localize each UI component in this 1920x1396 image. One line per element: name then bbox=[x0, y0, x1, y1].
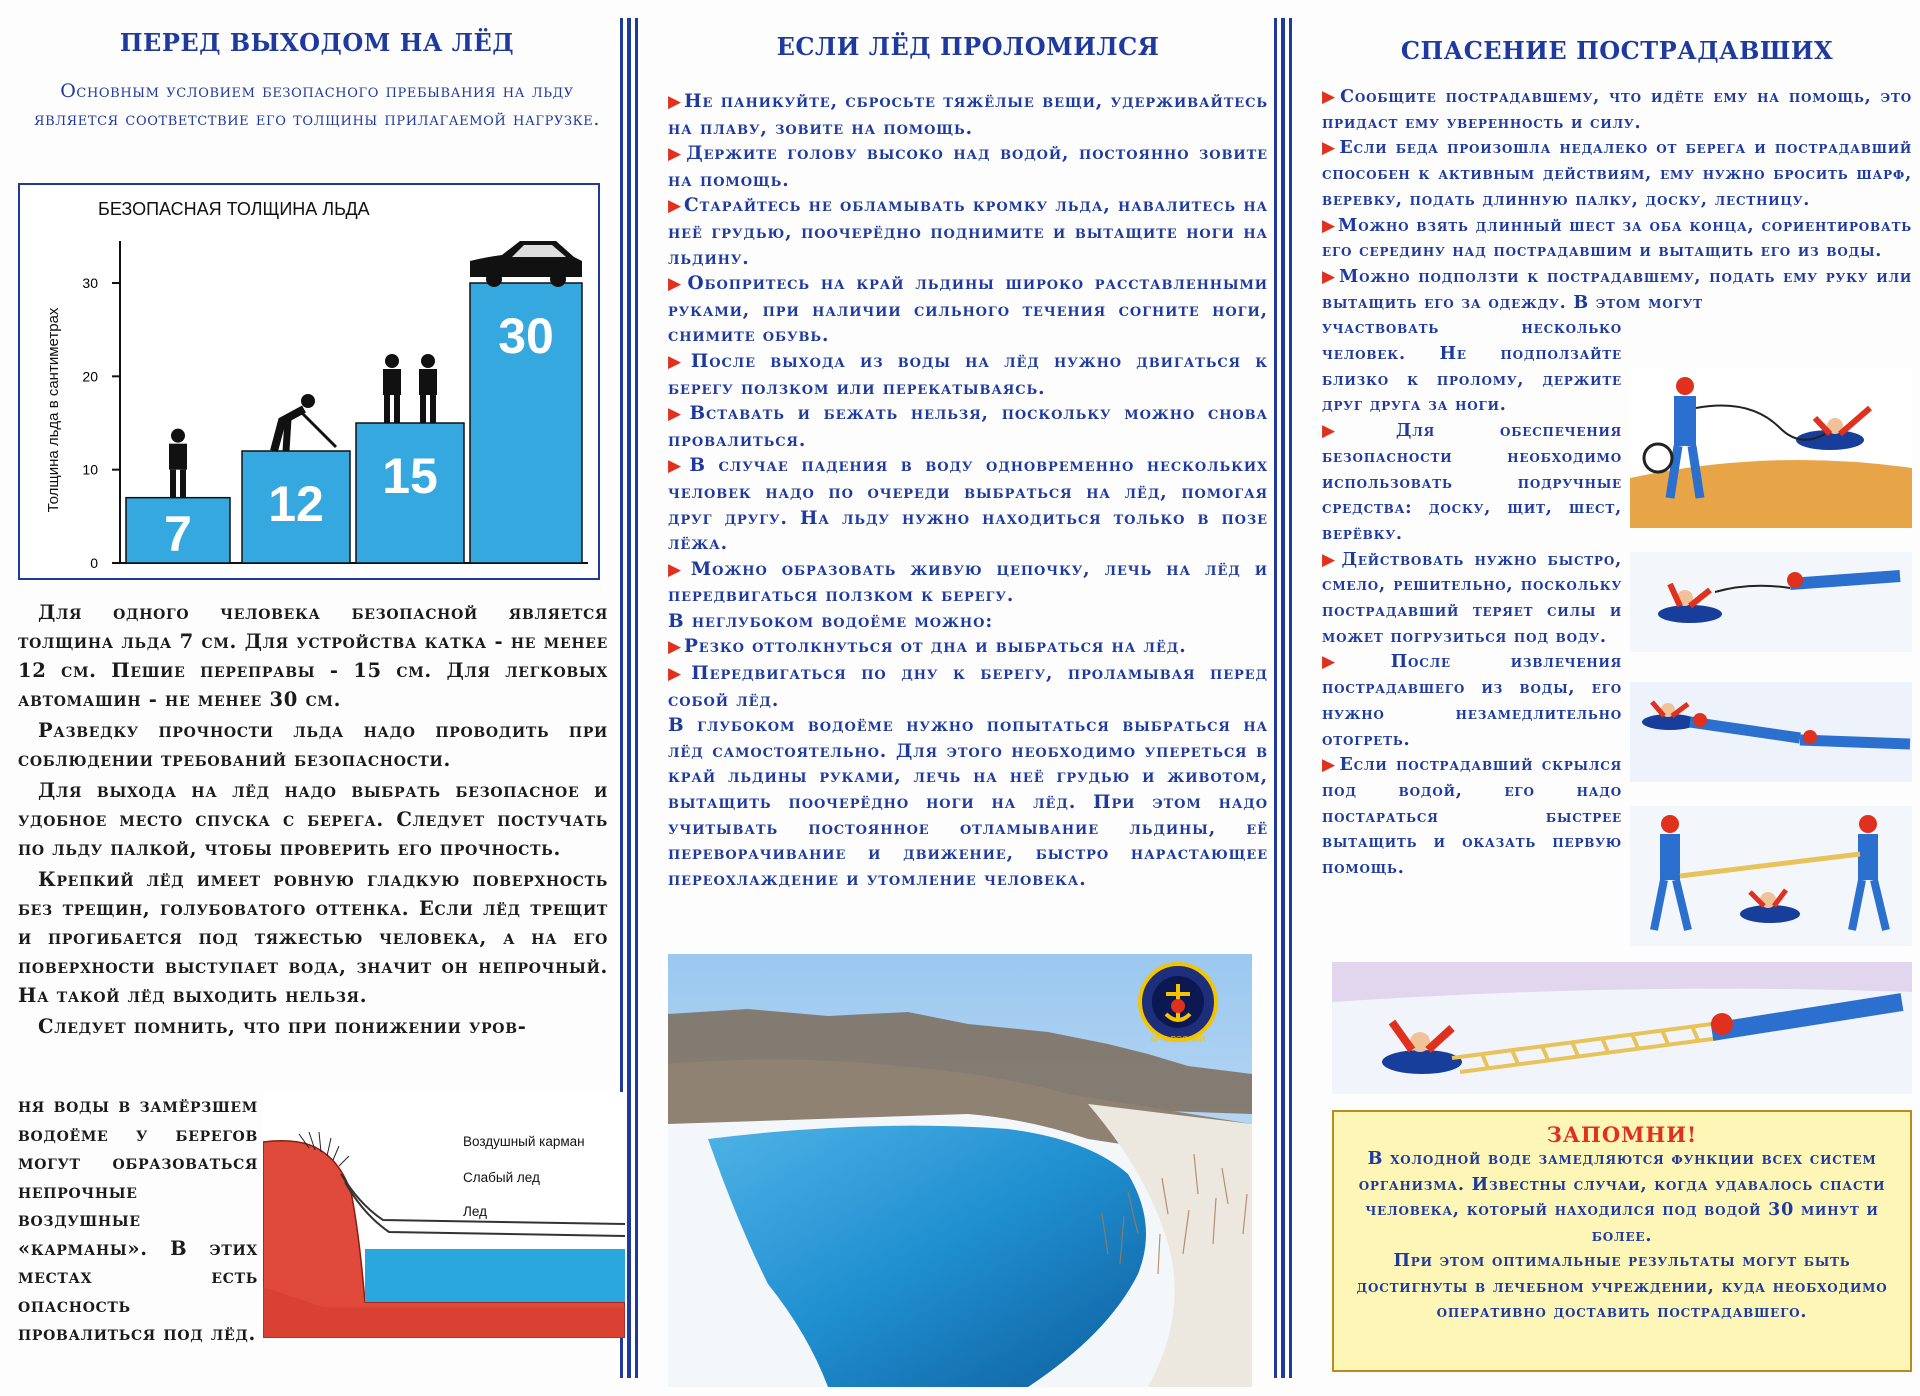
list-item: ▶ Вставать и бежать нельзя, поскольку можно снова провалиться. bbox=[668, 403, 1268, 451]
section-title: ЕСЛИ ЛЁД ПРОЛОМИЛСЯ bbox=[776, 32, 1160, 61]
y-tick-label: 0 bbox=[90, 555, 98, 571]
list-item: ▶ Старайтесь не обламывать кромку льда, навалитесь на неё грудью, поочерёдно поднимите и вытащите ноги на льдину. bbox=[668, 195, 1268, 269]
air-pocket-block bbox=[18, 1092, 608, 1349]
ice-thickness-chart bbox=[18, 183, 600, 580]
y-tick-label: 10 bbox=[82, 461, 98, 478]
triangle-bullet-icon: ▶ bbox=[1322, 87, 1339, 107]
list-item: ▶ Передвигаться по дну к берегу, проламывая перед собой лёд. bbox=[668, 663, 1268, 711]
list-item: ▶ В случае падения в воду одновременно нескольких человек надо по очереди выбраться на лёд, помогая друг другу. На льду нужно находиться только в позе лёжа. bbox=[668, 455, 1268, 555]
skater-icon bbox=[274, 394, 336, 451]
list-item: ▶ Сообщите пострадавшему, что идёте ему на помощь, это придаст ему уверенность и силу. bbox=[1322, 87, 1913, 133]
list-item: ▶ Резко оттолкнуться от дна и выбраться на лёд. bbox=[668, 636, 1187, 658]
triangle-bullet-icon: ▶ bbox=[1322, 266, 1337, 287]
list-item: ▶ Можно подползти к пострадавшему, подать ему руку или вытащить его за одежду. В этом могут bbox=[1322, 266, 1913, 313]
section-title: ПЕРЕД ВЫХОДОМ НА ЛЁД bbox=[119, 28, 515, 57]
list-item: ▶ После извлечения пострадавшего из воды, его нужно незамедлительно отогреть. bbox=[1322, 652, 1622, 750]
svg-text:МЧС РОССИИ: МЧС РОССИИ bbox=[1150, 1035, 1206, 1044]
instruction-list bbox=[668, 89, 1268, 892]
diagram-label: Воздушный карман bbox=[463, 1134, 585, 1149]
note-heading: ЗАПОМНИ! bbox=[1546, 1122, 1698, 1147]
paragraph: Следует помнить, что при понижении уров- bbox=[38, 1015, 527, 1038]
two-people-icon bbox=[383, 354, 437, 423]
list-item: ▶ Действовать нужно быстро, смело, решительно, поскольку пострадавший теряет силы и может погрузиться под воду. bbox=[1322, 549, 1622, 647]
diagram-label: Слабый лед bbox=[463, 1170, 540, 1185]
car-icon bbox=[470, 241, 582, 287]
triangle-bullet-icon: ▶ bbox=[668, 664, 690, 685]
list-item: ▶ Держите голову высоко над водой, постоянно зовите на помощь. bbox=[668, 143, 1268, 191]
list-item: ▶ Для обеспечения безопасности необходимо использовать подручные средства: доску, щит, шест, верёвку. bbox=[1322, 421, 1622, 544]
water-shape bbox=[365, 1249, 625, 1302]
diagram-label: Лед bbox=[463, 1204, 487, 1219]
chart-title: БЕЗОПАСНАЯ ТОЛЩИНА ЛЬДА bbox=[98, 199, 370, 219]
bar-label: 12 bbox=[268, 476, 324, 532]
triangle-bullet-icon: ▶ bbox=[668, 404, 688, 425]
rope-rescue-illustration bbox=[1630, 368, 1912, 528]
pole-rescue-illustration bbox=[1630, 806, 1912, 946]
triangle-bullet-icon: ▶ bbox=[668, 144, 685, 165]
chain-rescue-illustration bbox=[1630, 682, 1912, 782]
triangle-bullet-icon: ▶ bbox=[1322, 755, 1338, 776]
narrow-text-block bbox=[1322, 316, 1622, 881]
column-divider bbox=[1272, 18, 1294, 1378]
triangle-bullet-icon: ▶ bbox=[668, 92, 683, 112]
column-before-ice bbox=[18, 0, 616, 1396]
column-ice-broke bbox=[668, 0, 1268, 1396]
remember-note bbox=[1332, 1110, 1912, 1372]
note-paragraph: В холодной воде замедляются функции всех систем организма. Известны случаи, когда удавалось спасти человека, который находился под водой 30 минут и более. bbox=[1358, 1149, 1886, 1246]
list-item: ▶ Можно образовать живую цепочку, лечь на лёд и передвигаться ползком к берегу. bbox=[668, 558, 1268, 607]
crawl-rescue-illustration bbox=[1630, 552, 1912, 652]
paragraph: ня воды в замёрзшем водоёме у берегов могут образоваться непрочные воздушные «карманы». В этих местах есть опасность провалиться под лёд. bbox=[18, 1094, 258, 1345]
paragraph: Для выхода на лёд надо выбрать безопасное и удобное место спуска с берега. Следует постучать по льду палкой, чтобы проверить его прочность. bbox=[18, 779, 608, 860]
triangle-bullet-icon: ▶ bbox=[668, 559, 689, 580]
list-item: ▶ Если пострадавший скрылся под водой, его надо постараться быстрее вытащить и оказать первую помощь. bbox=[1322, 755, 1623, 879]
triangle-bullet-icon: ▶ bbox=[1322, 421, 1394, 442]
paragraph: В глубоком водоёме нужно попытаться выбраться на лёд самостоятельно. Для этого необходимо упереться в край льдины руками, лечь на неё грудью и животом, вытащить поочерёдно ноги на лёд. При этом надо учитывать постоянное отламывание льдины, её переворачивание и движение, быстро нарастающее переохлаждение и утомление человека. bbox=[668, 715, 1268, 890]
air-pocket-diagram bbox=[263, 1092, 625, 1338]
y-tick-label: 20 bbox=[82, 368, 98, 385]
triangle-bullet-icon: ▶ bbox=[1322, 215, 1337, 236]
paragraph: Разведку прочности льда надо проводить при соблюдении требований безопасности. bbox=[18, 719, 608, 771]
person-icon bbox=[169, 429, 187, 498]
body-text bbox=[18, 598, 608, 1041]
triangle-bullet-icon: ▶ bbox=[1322, 549, 1340, 570]
frozen-river-photo bbox=[668, 954, 1252, 1387]
triangle-bullet-icon: ▶ bbox=[668, 351, 689, 372]
triangle-bullet-icon: ▶ bbox=[668, 637, 682, 658]
column-rescue bbox=[1322, 0, 1912, 1396]
triangle-bullet-icon: ▶ bbox=[1322, 138, 1338, 159]
subheading: В неглубоком водоёме можно: bbox=[668, 610, 994, 632]
bar-label: 30 bbox=[498, 308, 554, 364]
triangle-bullet-icon: ▶ bbox=[668, 196, 683, 217]
list-item: ▶ Обопритесь на край льдины широко расставленными руками, при наличии сильного течения согните ноги, снимите обувь. bbox=[668, 273, 1268, 347]
section-title: СПАСЕНИЕ ПОСТРАДАВШИХ bbox=[1400, 36, 1834, 65]
list-item: ▶ Не паникуйте, сбросьте тяжёлые вещи, удерживайтесь на плаву, зовите на помощь. bbox=[668, 91, 1268, 139]
list-item: ▶ После выхода из воды на лёд нужно двигаться к берегу ползком или перекатываясь. bbox=[668, 350, 1268, 399]
ladder-rescue-illustration bbox=[1332, 962, 1912, 1094]
paragraph: Крепкий лёд имеет ровную гладкую поверхность без трещин, голубоватого оттенка. Если лёд трещит и прогибается под тяжестью человека, а на его поверхности выступает вода, значит он непрочный. На такой лёд выходить нельзя. bbox=[18, 868, 608, 1007]
y-tick-label: 30 bbox=[82, 275, 98, 291]
bar-label: 15 bbox=[382, 448, 438, 504]
chart-canvas bbox=[20, 185, 598, 578]
list-item: ▶ Можно взять длинный шест за оба конца, сориентировать его середину над пострадавшим и вытащить его из воды. bbox=[1322, 215, 1913, 262]
list-item: участвовать несколько человек. Не подползайте близко к пролому, держите друг друга за ноги. bbox=[1322, 318, 1622, 416]
intro-text: Основным условием безопасного пребывания на льду является соответствие его толщины прилагаемой нагрузке. bbox=[33, 80, 601, 130]
triangle-bullet-icon: ▶ bbox=[668, 456, 688, 477]
list-item: ▶ Если беда произошла недалеко от берега и пострадавший способен к активным действиям, ему нужно бросить шарф, веревку, подать длинную палку, доску, лестницу. bbox=[1322, 138, 1913, 210]
triangle-bullet-icon: ▶ bbox=[1322, 652, 1389, 673]
note-paragraph: При этом оптимальные результаты могут быть достигнуты в лечебном учреждении, куда необходимо оперативно доставить пострадавшего. bbox=[1356, 1251, 1888, 1322]
bar-label: 7 bbox=[164, 506, 192, 562]
triangle-bullet-icon: ▶ bbox=[668, 274, 686, 295]
paragraph: Для одного человека безопасной является толщина льда 7 см. Для устройства катка - не менее 12 см. Пешие переправы - 15 см. Для легковых автомашин - не менее 30 см. bbox=[18, 601, 608, 711]
chart-y-axis-label: Толщина льда в сантиметрах bbox=[45, 307, 62, 513]
